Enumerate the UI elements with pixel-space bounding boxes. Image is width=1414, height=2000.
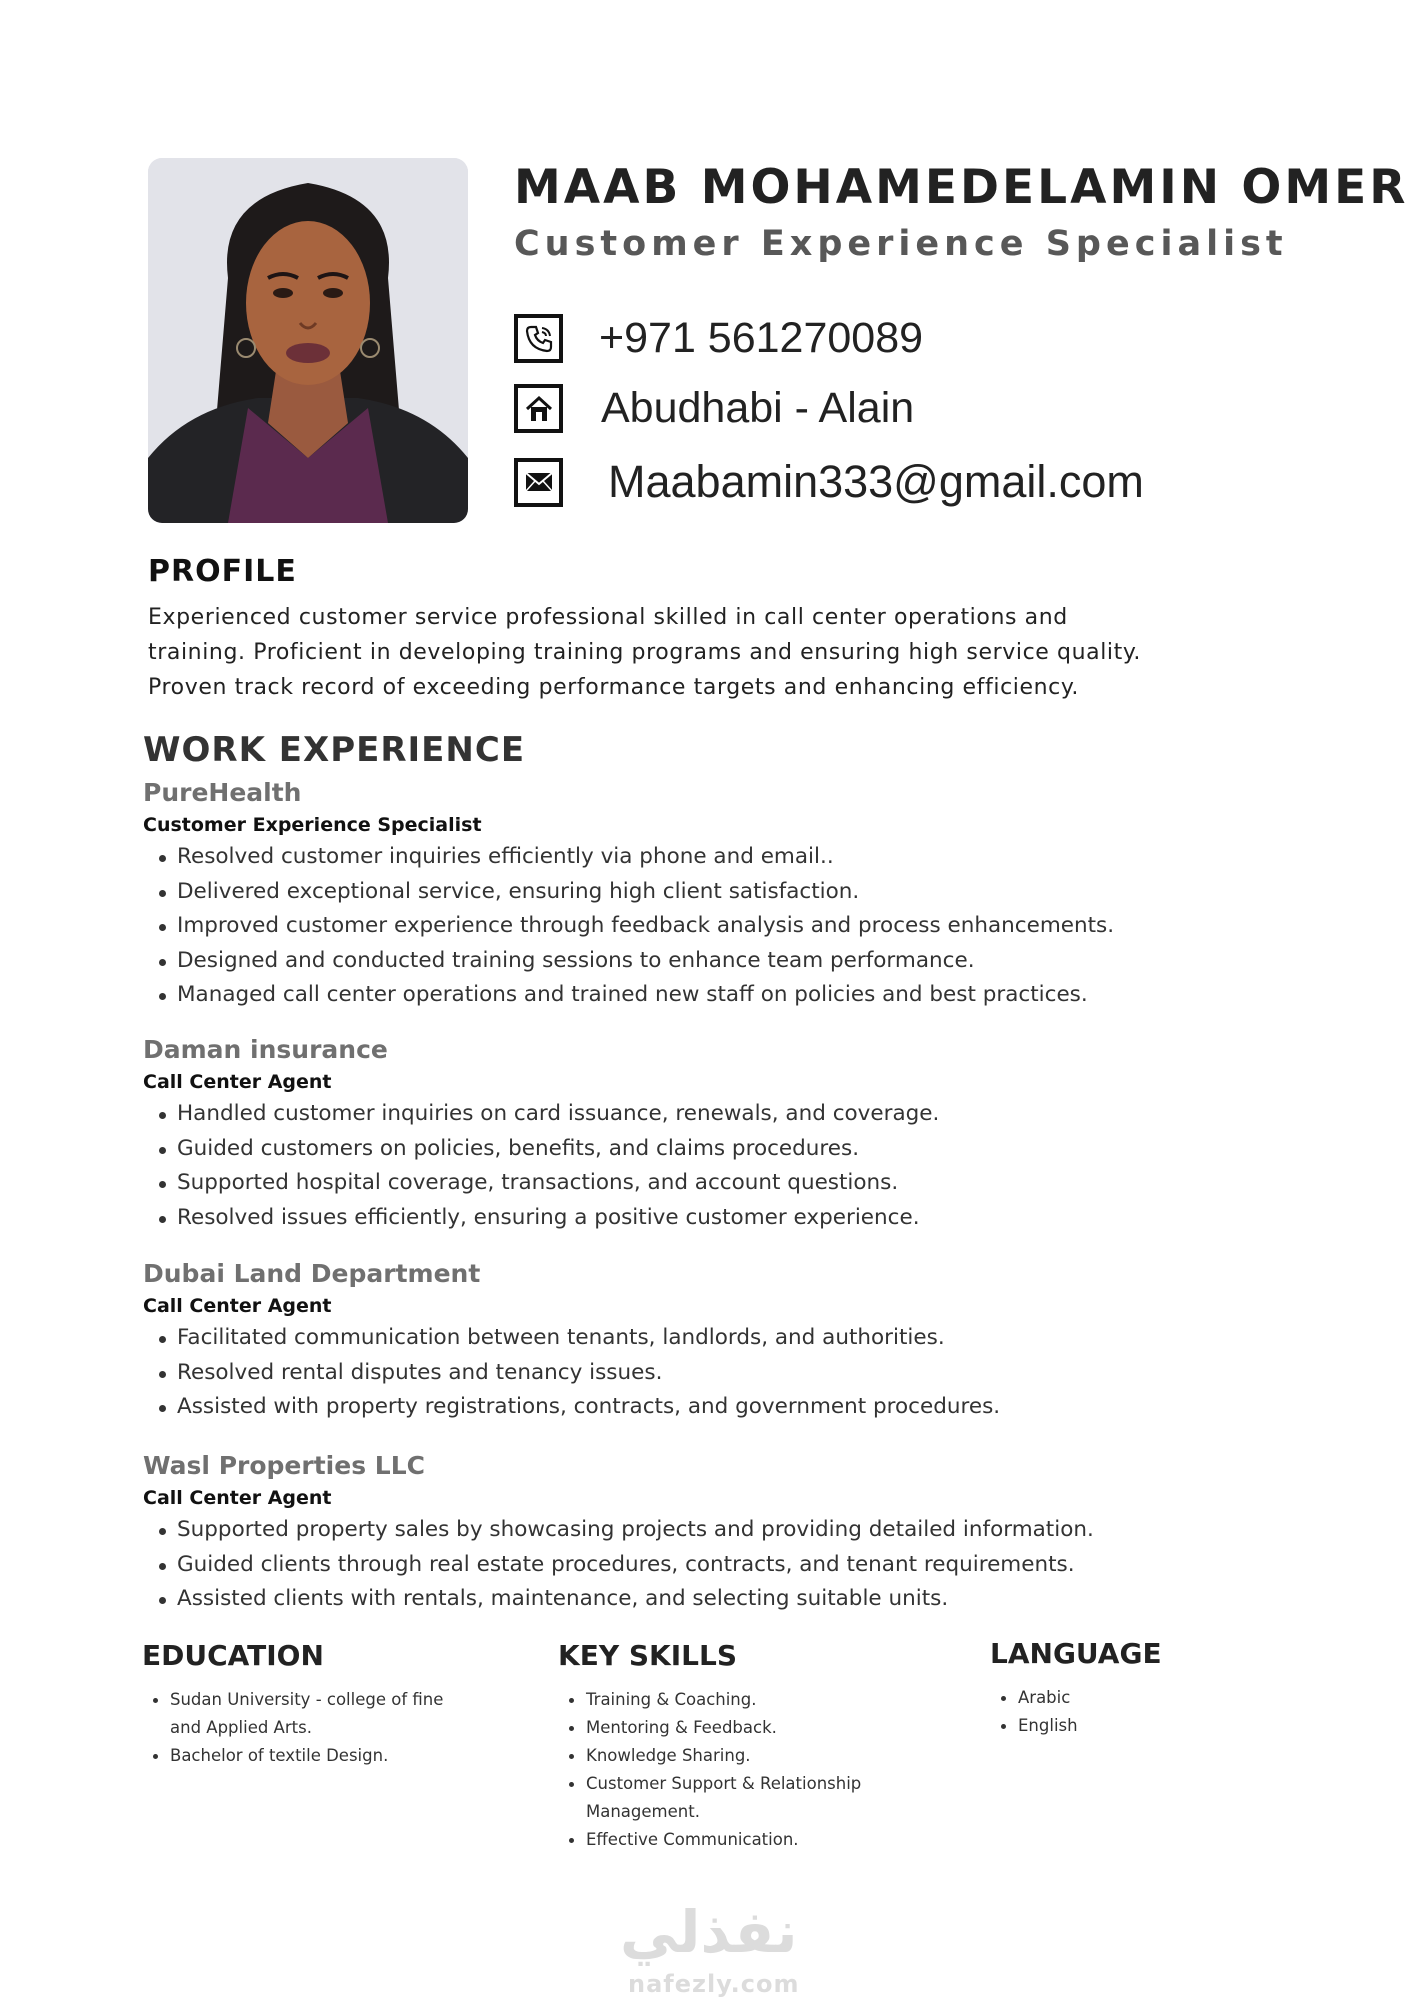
list-item: Supported property sales by showcasing projects and providing detailed information. — [143, 1513, 1293, 1548]
company-name: Dubai Land Department — [143, 1259, 481, 1288]
candidate-name: MAAB MOHAMEDELAMIN OMER — [514, 160, 1409, 215]
list-item: Improved customer experience through feedback analysis and process enhancements. — [143, 909, 1293, 944]
list-item: Guided customers on policies, benefits, and claims procedures. — [143, 1132, 1293, 1167]
language-list — [990, 1684, 1250, 1740]
list-item: Customer Support & Relationship Management. — [558, 1770, 918, 1826]
job-entry-dubai-land — [143, 1257, 1293, 1425]
watermark-logo-arabic: نفذلي — [620, 1898, 798, 1966]
key-skills-list — [558, 1686, 918, 1854]
job-entry-wasl — [143, 1449, 1293, 1617]
company-name: Daman insurance — [143, 1035, 388, 1064]
list-item: Arabic — [990, 1684, 1250, 1712]
key-skills-section — [558, 1638, 918, 1854]
job-role: Call Center Agent — [143, 1487, 332, 1509]
job-role: Call Center Agent — [143, 1295, 332, 1317]
location-text: Abudhabi - Alain — [601, 384, 915, 432]
list-item: Facilitated communication between tenants, landlords, and authorities. — [143, 1321, 1293, 1356]
list-item: Managed call center operations and trained new staff on policies and best practices. — [143, 978, 1293, 1013]
job-duties — [143, 1513, 1293, 1617]
profile-summary: Experienced customer service professional skilled in call center operations and training. Proficient in developing training programs and ensuring high service quality. Proven track record of exceeding performance targets and enhancing efficiency. — [148, 605, 1141, 700]
profile-photo — [148, 158, 468, 523]
list-item: Bachelor of textile Design. — [142, 1742, 472, 1770]
list-item: Training & Coaching. — [558, 1686, 918, 1714]
education-list — [142, 1686, 472, 1770]
list-item: Designed and conducted training sessions to enhance team performance. — [143, 944, 1293, 979]
company-name: PureHealth — [143, 778, 302, 807]
list-item: Supported hospital coverage, transactions, and account questions. — [143, 1166, 1293, 1201]
job-entry-daman — [143, 1033, 1293, 1235]
contact-email — [514, 456, 1144, 508]
job-duties — [143, 1321, 1293, 1425]
job-duties — [143, 840, 1293, 1013]
list-item: Resolved rental disputes and tenancy issues. — [143, 1356, 1293, 1391]
phone-number[interactable]: +971 561270089 — [599, 314, 924, 362]
contact-phone — [514, 314, 923, 363]
list-item: Effective Communication. — [558, 1826, 918, 1854]
job-entry-purehealth — [143, 776, 1293, 1013]
list-item: Delivered exceptional service, ensuring high client satisfaction. — [143, 875, 1293, 910]
job-role: Customer Experience Specialist — [143, 814, 482, 836]
list-item: Knowledge Sharing. — [558, 1742, 918, 1770]
profile-heading: PROFILE — [148, 554, 297, 589]
list-item: Assisted with property registrations, contracts, and government procedures. — [143, 1390, 1293, 1425]
contact-location — [514, 384, 914, 433]
watermark-logo-url: nafezly.com — [628, 1970, 800, 1998]
company-name: Wasl Properties LLC — [143, 1451, 425, 1480]
list-item: Handled customer inquiries on card issuance, renewals, and coverage. — [143, 1097, 1293, 1132]
list-item: Mentoring & Feedback. — [558, 1714, 918, 1742]
email-address[interactable]: Maabamin333@gmail.com — [608, 456, 1144, 507]
job-role: Call Center Agent — [143, 1071, 332, 1093]
home-icon — [514, 384, 563, 433]
phone-icon — [514, 314, 563, 363]
education-heading: EDUCATION — [142, 1639, 324, 1672]
language-section — [990, 1636, 1250, 1740]
key-skills-heading: KEY SKILLS — [558, 1639, 737, 1672]
list-item: Resolved customer inquiries efficiently via phone and email.. — [143, 840, 1293, 875]
job-title: Customer Experience Specialist — [514, 224, 1288, 264]
language-heading: LANGUAGE — [990, 1637, 1162, 1670]
list-item: Assisted clients with rentals, maintenance, and selecting suitable units. — [143, 1582, 1293, 1617]
list-item: Guided clients through real estate procedures, contracts, and tenant requirements. — [143, 1548, 1293, 1583]
education-section — [142, 1638, 472, 1770]
list-item: Sudan University - college of fine and Applied Arts. — [142, 1686, 472, 1742]
work-experience-heading: WORK EXPERIENCE — [143, 730, 526, 770]
list-item: English — [990, 1712, 1250, 1740]
list-item: Resolved issues efficiently, ensuring a positive customer experience. — [143, 1201, 1293, 1236]
envelope-icon — [514, 458, 563, 507]
job-duties — [143, 1097, 1293, 1235]
